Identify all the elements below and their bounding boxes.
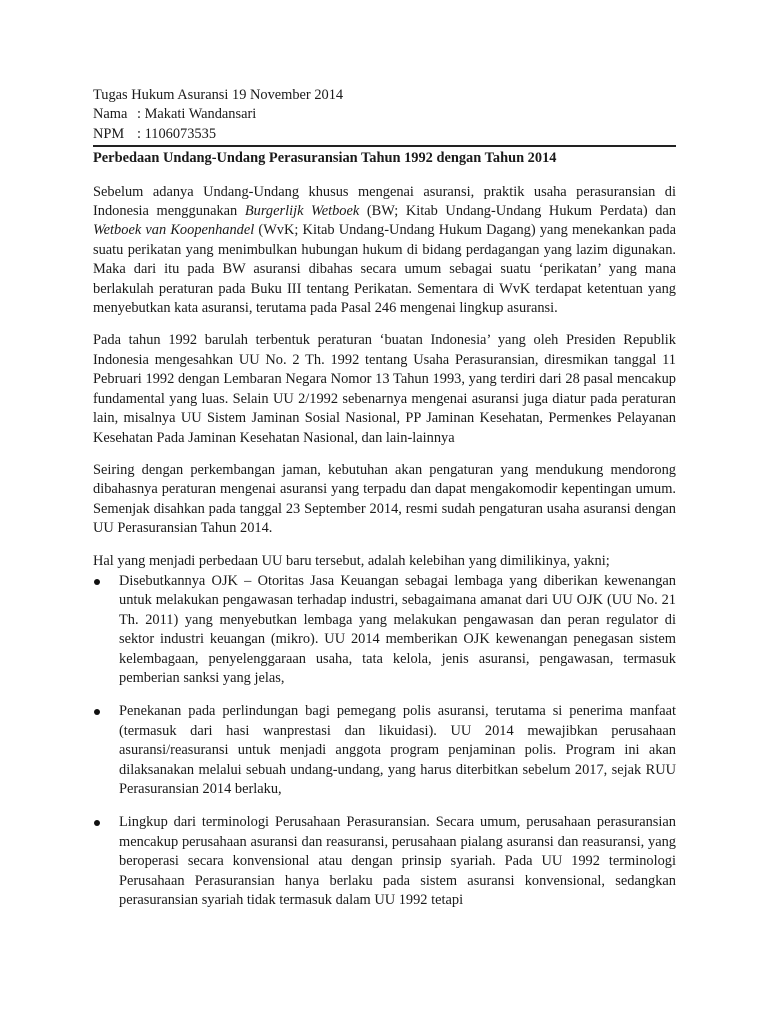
paragraph-2: Pada tahun 1992 barulah terbentuk peraturan ‘buatan Indonesia’ yang oleh Presiden Republik Indonesia mengesahkan UU No. 2 Th. 1992 tentang Usaha Perasuransian, diresmikan tanggal 11 Pebruari 1992 dengan Lembaran Negara Nomor 13 Tahun 1993, yang terdiri dari 28 pasal mencakup fundamental yang luas. Selain UU 2/1992 sebenarnya mengenai asuransi juga diatur pada peraturan lain, misalnya UU Sistem Jaminan Sosial Nasional, PP Jaminan Kesehatan, Permenkes Pelayanan Kesehatan Pada Jaminan Kesehatan Nasional, dan lain-lainnya — [93, 332, 676, 446]
paragraph-3: Seiring dengan perkembangan jaman, kebutuhan akan pengaturan yang mendukung mendorong dibahasnya peraturan mengenai asuransi yang terpadu dan dapat mengakomodir kepentingan umum. Semenjak disahkan pada tanggal 23 September 2014, resmi sudah pengaturan usaha asuransi dengan UU Perasuransian Tahun 2014. — [93, 461, 676, 537]
bullet-text: Disebutkannya OJK – Otoritas Jasa Keuangan sebagai lembaga yang diberikan kewenangan untuk melakukan pengawasan terhadap industri, sebagaimana amanat dari UU OJK (UU No. 21 Th. 2011) yang menyebutkan lembaga yang melakukan pengawasan dan peran regulator di sektor industri keuangan (mikro). UU 2014 memberikan OJK kewenangan penegasan sistem kelembagaan, penyelenggaraan usaha, tata kelola, jenis asuransi, pengawasan, termasuk pemberian sanksi yang jelas, — [119, 572, 676, 686]
bullet-dot-icon — [94, 579, 100, 585]
bullet-text: Lingkup dari terminologi Perusahaan Perasuransian. Secara umum, perusahaan perasuransian mencakup perusahaan asuransi dan reasuransi, perusahaan pialang asuransi dan reasuransi, yang beroperasi secara konvensional atau dengan prinsip syariah. Pada UU 1992 terminologi Perusahaan Perasuransian hanya berlaku pada sistem asuransi konvensional, sedangkan perasuransian syariah tidak termasuk dalam UU 1992 tetapi — [119, 814, 676, 909]
bullet-intro: Hal yang menjadi perbedaan UU baru tersebut, adalah kelebihan yang dimilikinya, yakni; — [93, 552, 610, 569]
paragraph-1-text-a: Sebelum adanya Undang-Undang khusus mengenai asuransi, praktik usaha perasuransian di Indonesia menggunakan — [93, 183, 676, 220]
paragraph-1 — [93, 183, 676, 319]
name-value: : Makati Wandansari — [137, 106, 257, 123]
name-line — [93, 105, 676, 124]
header-rule — [93, 145, 676, 147]
paragraph-1-bw-italic: Burgerlijk Wetboek — [244, 203, 360, 220]
npm-value: : 1106073535 — [137, 125, 217, 142]
npm-line — [93, 125, 676, 144]
npm-label: NPM — [93, 125, 125, 142]
document-title: Perbedaan Undang-Undang Perasuransian Tahun 1992 dengan Tahun 2014 — [93, 150, 557, 167]
paragraph-1-text-c: (WvK; Kitab Undang-Undang Hukum Dagang) yang menekankan pada suatu perikatan yang menimbulkan hubungan hukum di bidang perdagangan yang lazim digunakan. Maka dari itu pada BW asuransi dibahas secara umum sebagai suatu ‘perikatan’ yang mana berlakulah peraturan pada Buku III tentang Perikatan. Sementara di WvK terdapat ketentuan yang menyebutkan kata asuransi, terutama pada Pasal 246 mengenai lingkup asuransi. — [93, 222, 677, 317]
name-label: Nama — [93, 106, 128, 123]
bullet-text: Penekanan pada perlindungan bagi pemegang polis asuransi, terutama si penerima manfaat (termasuk dari hasi wanprestasi dan likuidasi). UU 2014 mewajibkan perusahaan asuransi/reasuransi untuk menjadi anggota program penjaminan polis. Program ini akan dilaksanakan melalui sebuah undang-undang, yang harus diterbitkan sebelum 2017, sejak RUU Perasuransian 2014 berlaku, — [119, 703, 676, 797]
bullet-dot-icon — [94, 709, 100, 715]
document-body — [93, 86, 676, 923]
assignment-line: Tugas Hukum Asuransi 19 November 2014 — [93, 87, 344, 103]
bullet-item-ojk — [93, 572, 676, 688]
bullet-dot-icon — [94, 820, 100, 826]
bullet-list — [93, 572, 676, 909]
bullet-item-lingkup — [93, 813, 676, 909]
bullet-item-perlindungan — [93, 702, 676, 799]
paragraph-1-wvk-italic: Wetboek van Koopenhandel — [93, 222, 255, 239]
paragraph-1-text-b: (BW; Kitab Undang-Undang Hukum Perdata) dan — [359, 203, 676, 220]
